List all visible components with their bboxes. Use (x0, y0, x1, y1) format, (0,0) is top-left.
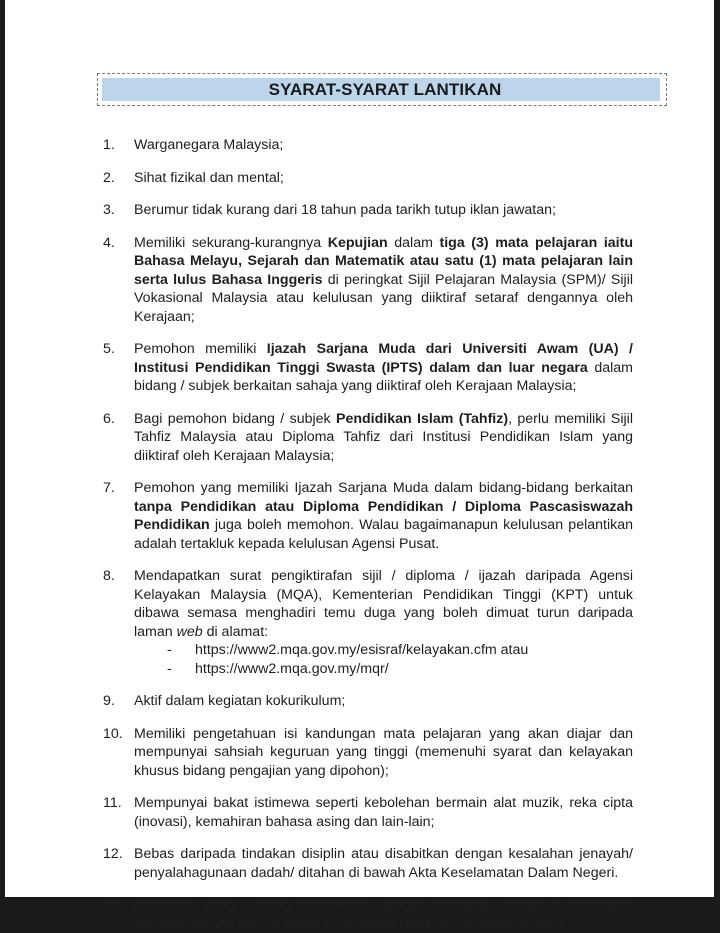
text-segment: dalam bidang / subjek berkaitan sahaja yang diiktiraf oleh Kerajaan Malaysia; (134, 359, 634, 394)
list-item (103, 794, 633, 831)
item-number: 7. (103, 480, 115, 496)
item-text (134, 795, 633, 830)
item-text (134, 480, 633, 552)
item-text (134, 411, 633, 464)
list-item (103, 567, 633, 641)
bold-text: tanpa Pendidikan atau Diploma Pendidikan / Diploma Pascasiswazah Pendidikan (134, 498, 633, 533)
text-segment: Bagi pemohon bidang / subjek (134, 410, 336, 427)
item-text (134, 137, 283, 153)
item-number: 4. (103, 234, 115, 251)
item-number: 10. (103, 725, 123, 742)
list-item (103, 410, 633, 466)
url-list-item (103, 641, 633, 660)
text-segment: di alamat: (202, 623, 269, 640)
dash-bullet: - (167, 660, 172, 677)
list-item (103, 169, 633, 188)
text-segment: Pemohon yang memiliki Ijazah Sarjana Muda dalam bidang-bidang berkaitan (134, 480, 633, 496)
text-segment: Mendapatkan surat pengiktirafan sijil / diploma / ijazah daripada Agensi Kelayakan Malaysia (MQA), Kementerian Pendidikan Tinggi (KPT) untuk dibawa semasa menghadiri temu duga yang boleh dimuat turun daripada laman (134, 568, 633, 640)
item-number: 8. (103, 568, 115, 584)
item-text (134, 170, 284, 186)
list-item (103, 136, 633, 155)
list-item (103, 340, 633, 396)
text-segment: Warganegara Malaysia; (134, 137, 284, 153)
list-item (103, 896, 633, 933)
item-text (134, 235, 633, 325)
item-number: 9. (103, 693, 115, 709)
item-number: 3. (103, 202, 115, 218)
list-item (103, 725, 633, 781)
list-item (103, 692, 633, 711)
list-item (103, 845, 633, 882)
dash-bullet: - (167, 642, 172, 658)
item-number: 12. (103, 846, 123, 862)
text-segment: Pemohon memiliki (134, 341, 267, 357)
url-link[interactable]: https://www2.mqa.gov.my/esisraf/kelayakan.cfm atau (195, 642, 529, 658)
list-item (103, 201, 633, 220)
bold-text: Kepujian (327, 234, 388, 251)
bold-text: Pendidikan Islam (Tahfiz) (335, 410, 509, 427)
url-list-item (103, 660, 633, 679)
text-segment: juga boleh memohon. Walau bagaimanapun kelulusan pelantikan adalah tertakluk kepada kelulusan Agensi Pusat. (134, 517, 633, 552)
text-segment: di peringkat Sijil Pelajaran Malaysia (SPM)/ Sijil Vokasional Malaysia atau kelulusan yang diiktiraf setaraf dengannya oleh Kerajaan; (134, 271, 633, 325)
title-frame (97, 73, 667, 106)
item-number: 1. (103, 137, 115, 153)
requirements-list (103, 136, 633, 933)
text-segment: dalam (387, 234, 440, 251)
item-number: 6. (103, 410, 115, 427)
item-text (134, 202, 556, 218)
text-segment: Mempunyai bakat istimewa seperti kebolehan bermain alat muzik, reka cipta (inovasi), kemahiran bahasa asing dan lain-lain; (134, 795, 633, 830)
text-segment: Bebas daripada tindakan disiplin atau disabitkan dengan kesalahan jenayah/ penyalahagunaan dadah/ ditahan di bawah Akta Keselamatan Dalam Negeri. (134, 846, 633, 881)
item-text (134, 568, 633, 640)
list-item (103, 479, 633, 553)
text-segment: Berumur tidak kurang dari 18 tahun pada tarikh tutup iklan jawatan; (134, 202, 556, 218)
item-number: 5. (103, 341, 115, 357)
italic-text: web (176, 623, 203, 640)
url-link[interactable]: https://www2.mqa.gov.my/mqr/ (195, 660, 389, 677)
item-text (134, 846, 633, 881)
text-segment: Pemohon yang sedang berkhidmat dengan Kerajaan Malaysia hendaklah berumur kurang dari 54 tahun pada tarikh lantikan sekiranya berjaya. (134, 897, 633, 932)
bold-text: tiga (3) mata pelajaran iaitu Bahasa Melayu, Sejarah dan Matematik atau satu (1) mata pelajaran lain serta lulus Bahasa Inggeris (134, 234, 633, 288)
bold-text: Ijazah Sarjana Muda dari Universiti Awam (UA) / Institusi Pendidikan Tinggi Swasta (IPTS) dalam dan luar negara (134, 341, 633, 376)
item-text (134, 693, 345, 709)
item-number: 2. (103, 169, 115, 186)
item-number: 11. (103, 795, 122, 811)
item-text (134, 897, 633, 932)
list-item (103, 234, 633, 327)
text-segment: Memiliki pengetahuan isi kandungan mata pelajaran yang akan diajar dan mempunyai sahsiah keguruan yang tinggi (memenuhi syarat dan kelayakan khusus bidang pengajian yang dipohon); (134, 725, 633, 779)
text-segment: Memiliki sekurang-kurangnya (134, 234, 328, 251)
page-title: SYARAT-SYARAT LANTIKAN (268, 79, 502, 99)
text-segment: , perlu memiliki Sijil Tahfiz Malaysia atau Diploma Tahfiz dari Institusi Pendidikan Islam yang diiktiraf oleh Kerajaan Malaysia; (134, 410, 633, 464)
text-segment: Aktif dalam kegiatan kokurikulum; (134, 693, 346, 709)
document-page (5, 0, 714, 932)
item-number: 13. (103, 897, 123, 913)
item-text (134, 726, 633, 779)
item-text (134, 341, 633, 394)
text-segment: Sihat fizikal dan mental; (134, 169, 284, 186)
title-bar (102, 78, 660, 101)
